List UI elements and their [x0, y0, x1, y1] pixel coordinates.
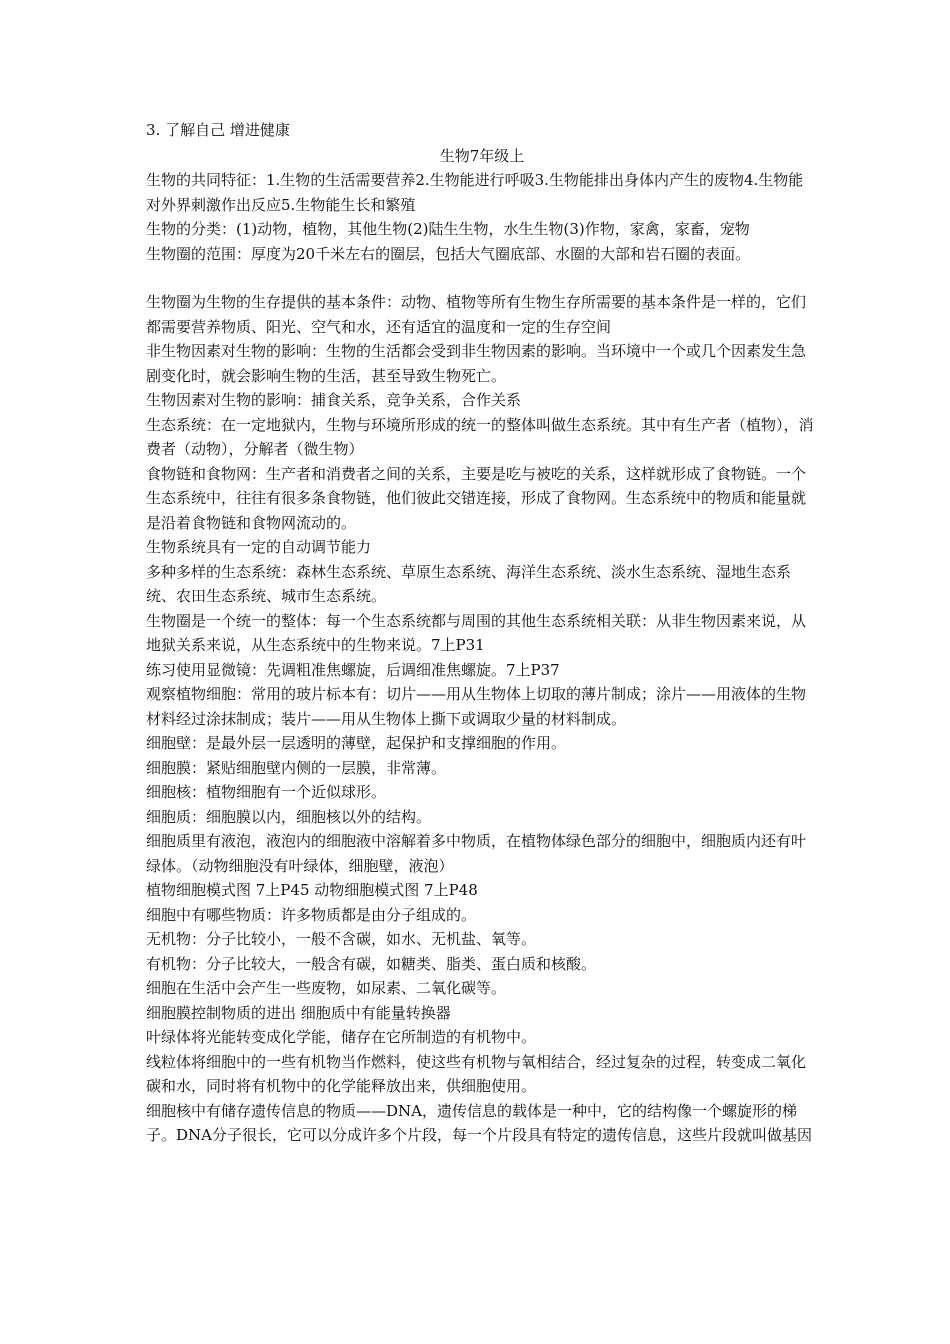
- paragraph: 细胞膜控制物质的进出 细胞质中有能量转换器: [146, 1003, 451, 1022]
- paragraph: 生物的分类：(1)动物，植物，其他生物(2)陆生生物，水生生物(3)作物，家禽，家畜，宠物: [146, 220, 750, 238]
- paragraph: 细胞核：植物细胞有一个近似球形。: [146, 783, 387, 801]
- paragraph: 生物的共同特征：1.生物的生活需要营养2.生物能进行呼吸3.生物能排出身体内产生的废物4.生物能对外界刺激作出反应5.生物能生长和繁殖: [146, 171, 804, 214]
- paragraph: 有机物：分子比较大，一般含有碳，如糖类、脂类、蛋白质和核酸。: [146, 954, 597, 973]
- paragraph: 细胞核中有储存遗传信息的物质——DNA，遗传信息的载体是一种中，它的结构像一个螺旋形的梯子。DNA分子很长，它可以分成许多个片段，每一个片段具有特定的遗传信息，这些片段就叫做基因: [146, 1101, 812, 1144]
- paragraph: 生物因素对生物的影响：捕食关系，竞争关系，合作关系: [146, 391, 522, 409]
- paragraph: 细胞在生活中会产生一些废物，如尿素、二氧化碳等。: [146, 979, 507, 997]
- paragraph: 细胞质：细胞膜以内，细胞核以外的结构。: [146, 807, 432, 826]
- paragraph: 食物链和食物网：生产者和消费者之间的关系，主要是吃与被吃的关系，这样就形成了食物链。一个生态系统中，往往有很多条食物链，他们彼此交错连接，形成了食物网。生态系统中的物质和能量就是沿着食物链和食物网流动的。: [146, 464, 807, 532]
- paragraph: 细胞中有哪些物质：许多物质都是由分子组成的。: [146, 905, 477, 924]
- section-heading: 3. 了解自己 增进健康: [146, 121, 290, 139]
- paragraph: 观察植物细胞：常用的玻片标本有：切片——用从生物体上切取的薄片制成；涂片——用液体的生物材料经过涂抹制成；装片——用从生物体上撕下或调取少量的材料制成。: [146, 685, 807, 728]
- paragraph: 生物圈的范围：厚度为20千米左右的圈层，包括大气圈底部、水圈的大部和岩石圈的表面。: [146, 244, 751, 263]
- document-page: [146, 118, 818, 1148]
- document-body: [146, 168, 818, 1148]
- paragraph: 叶绿体将光能转变成化学能，储存在它所制造的有机物中。: [146, 1028, 537, 1046]
- paragraph: 细胞壁：是最外层一层透明的薄壁，起保护和支撑细胞的作用。: [146, 734, 567, 752]
- paragraph: 无机物：分子比较小，一般不含碳，如水、无机盐、氧等。: [146, 930, 537, 948]
- paragraph: 植物细胞模式图 7上P45 动物细胞模式图 7上P48: [146, 881, 478, 899]
- paragraph: 细胞质里有液泡，液泡内的细胞液中溶解着多中物质，在植物体绿色部分的细胞中，细胞质内还有叶绿体。（动物细胞没有叶绿体，细胞壁，液泡）: [146, 832, 807, 875]
- paragraph: 生物圈为生物的生存提供的基本条件：动物、植物等所有生物生存所需要的基本条件是一样的，它们都需要营养物质、阳光、空气和水，还有适宜的温度和一定的生存空间: [146, 293, 807, 336]
- paragraph: 练习使用显微镜：先调粗准焦螺旋，后调细准焦螺旋。7上P37: [146, 660, 560, 679]
- paragraph: 生物系统具有一定的自动调节能力: [146, 538, 372, 556]
- paragraph: 细胞膜：紧贴细胞壁内侧的一层膜，非常薄。: [146, 758, 447, 777]
- paragraph: 生物圈是一个统一的整体：每一个生态系统都与周围的其他生态系统相关联：从非生物因素来说，从地狱关系来说，从生态系统中的生物来说。7上P31: [146, 611, 807, 654]
- document-title: 生物7年级上: [439, 146, 525, 165]
- paragraph: 多种多样的生态系统：森林生态系统、草原生态系统、海洋生态系统、淡水生态系统、湿地生态系统、农田生态系统、城市生态系统。: [146, 562, 792, 605]
- paragraph: 非生物因素对生物的影响：生物的生活都会受到非生物因素的影响。当环境中一个或几个因素发生急剧变化时，就会影响生物的生活，甚至导致生物死亡。: [146, 342, 807, 385]
- paragraph: 线粒体将细胞中的一些有机物当作燃料，使这些有机物与氧相结合，经过复杂的过程，转变成二氧化碳和水，同时将有机物中的化学能释放出来，供细胞使用。: [146, 1052, 807, 1095]
- blank-line: [146, 266, 818, 290]
- paragraph: 生态系统：在一定地狱内，生物与环境所形成的统一的整体叫做生态系统。其中有生产者（植物），消费者（动物），分解者（微生物）: [146, 415, 814, 458]
